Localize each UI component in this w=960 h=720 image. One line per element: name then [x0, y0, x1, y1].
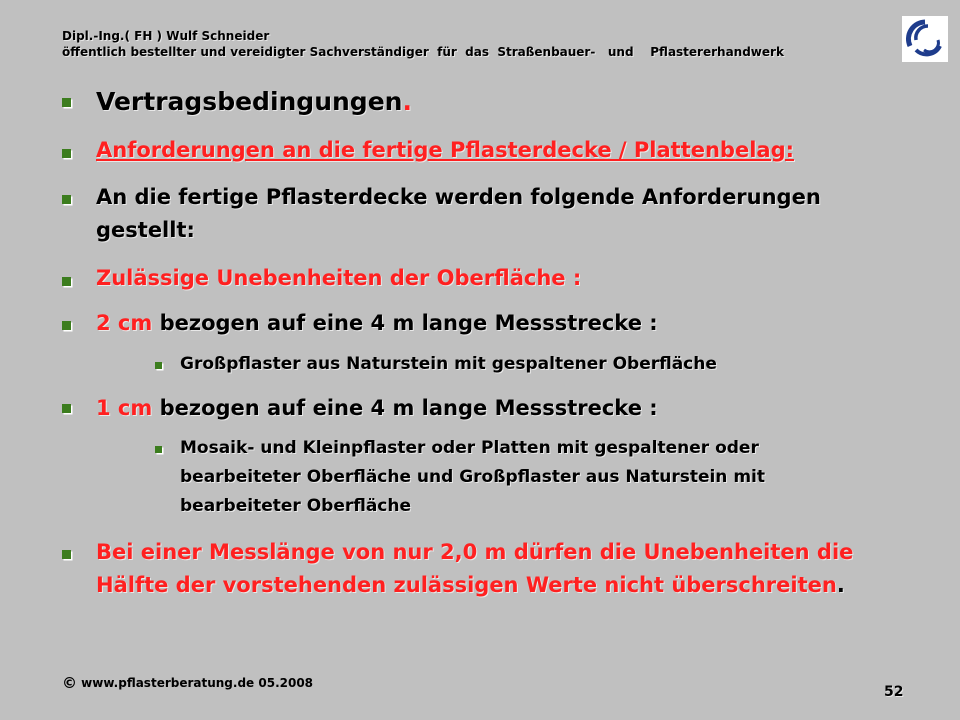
bullet-icon	[62, 149, 71, 158]
subheading: Anforderungen an die fertige Pflasterdecke / Plattenbelag:	[96, 138, 794, 162]
slide-header	[62, 28, 784, 60]
bullet-icon	[62, 195, 71, 204]
tolerance-heading: Zulässige Unebenheiten der Oberfläche :	[96, 266, 582, 290]
rule-1-text: bezogen auf eine 4 m lange Messstrecke :	[152, 311, 658, 335]
company-logo-icon	[902, 16, 948, 62]
rule-1-detail: Großpflaster aus Naturstein mit gespaltener Oberfläche	[180, 354, 717, 374]
bullet-icon	[62, 550, 71, 559]
page-number: 52	[884, 684, 904, 700]
sub-bullet-icon	[155, 446, 162, 453]
rule-2-text: bezogen auf eine 4 m lange Messstrecke :	[152, 396, 658, 420]
rule-2-value: 1 cm	[96, 396, 153, 420]
bullet-icon	[62, 321, 71, 330]
slide-title: Vertragsbedingungen.	[96, 87, 412, 116]
bullet-icon	[62, 98, 71, 107]
final-note: Bei einer Messlänge von nur 2,0 m dürfen die Unebenheiten die Hälfte der vorstehenden zulässigen Werte nicht überschreiten.	[96, 540, 854, 597]
author-name: Dipl.-Ing.( FH ) Wulf Schneider	[62, 29, 270, 43]
rule-2	[96, 392, 658, 425]
bullet-icon	[62, 277, 71, 286]
rule-1	[96, 307, 658, 340]
rule-1-value: 2 cm	[96, 311, 153, 335]
sub-bullet-icon	[155, 362, 162, 369]
bullet-icon	[62, 404, 71, 413]
intro-text: An die fertige Pflasterdecke werden folgende Anforderungen gestellt:	[96, 185, 821, 242]
logo-graphic	[902, 16, 948, 62]
author-title: öffentlich bestellter und vereidigter Sachverständiger für das Straßenbauer- und Pflastererhandwerk	[62, 45, 784, 59]
footer-copyright: © www.pflasterberatung.de 05.2008	[62, 674, 314, 692]
rule-2-detail: Mosaik- und Kleinpflaster oder Platten mit gespaltener oder bearbeiteter Oberfläche und Großpflaster aus Naturstein mit bearbeiteter Oberfläche	[180, 438, 765, 516]
copyright-icon: ©	[62, 674, 77, 692]
